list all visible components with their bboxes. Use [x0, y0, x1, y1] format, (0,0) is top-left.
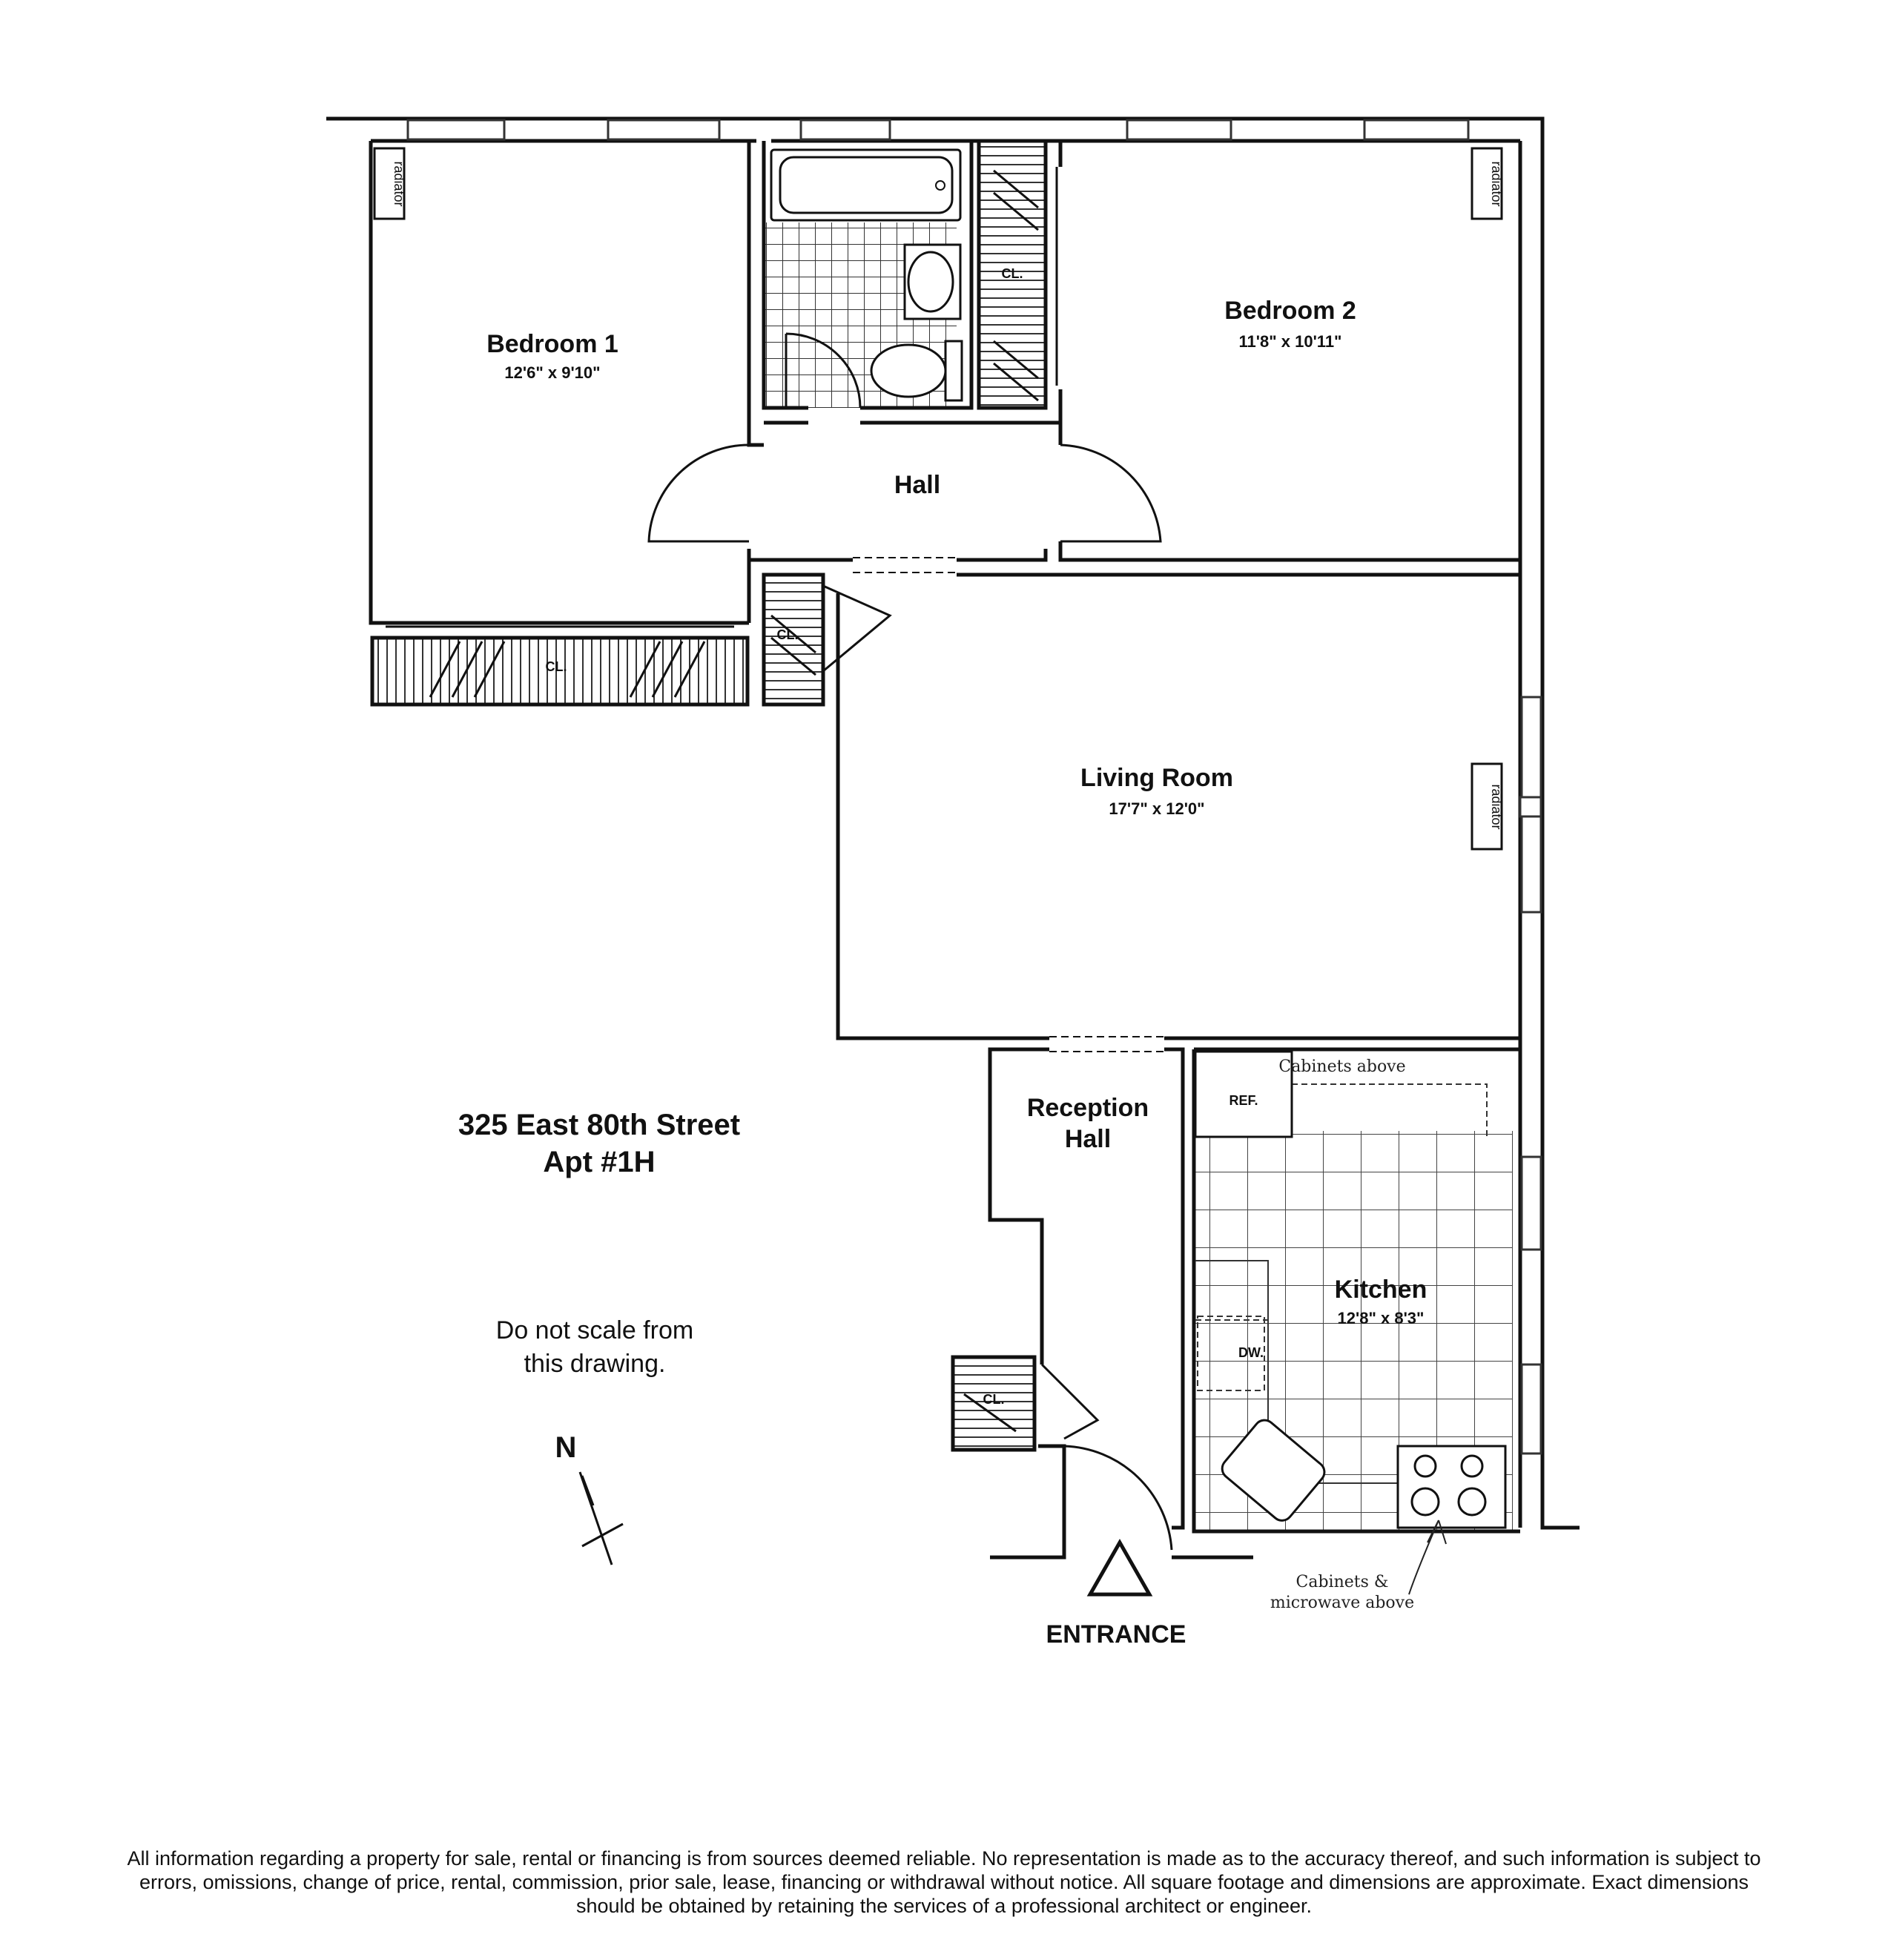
scale-note-line-1: Do not scale from	[495, 1316, 694, 1344]
address-line-1: 325 East 80th Street	[458, 1109, 741, 1141]
north-arrow-icon	[580, 1472, 623, 1565]
dishwasher-label: DW.	[1238, 1345, 1264, 1360]
room-name-living-room: Living Room	[1080, 764, 1233, 792]
room-name-hall: Hall	[894, 471, 941, 499]
scale-note-line-2: this drawing.	[524, 1350, 666, 1378]
address-line-2: Apt #1H	[543, 1146, 656, 1178]
room-name-reception-line-1: Reception	[1026, 1094, 1149, 1122]
north-windows	[408, 120, 1468, 139]
bedroom-1	[371, 141, 764, 623]
room-name-bedroom-2: Bedroom 2	[1224, 297, 1356, 325]
radiator-label: radiator	[1489, 784, 1504, 830]
room-size-bedroom-2: 11'8" x 10'11"	[1238, 332, 1342, 351]
closet-label: CL.	[1001, 266, 1023, 281]
cabinets-microwave-label-line-2: microwave above	[1270, 1594, 1415, 1612]
closet-label: CL.	[776, 627, 799, 642]
bathroom	[764, 141, 971, 408]
refrigerator-label: REF.	[1229, 1093, 1258, 1108]
room-size-bedroom-1: 12'6" x 9'10"	[504, 363, 601, 382]
radiator-label: radiator	[392, 161, 406, 207]
cabinets-above-label: Cabinets above	[1278, 1057, 1406, 1076]
east-windows	[1520, 697, 1541, 1453]
disclaimer: All information regarding a property for sale, rental or financing is from sources deemed reliable. No representation is made as to the accuracy thereof, and such information is subject to errors, omissions, change of price, rental, commission, prior sale, lease, financing or withdrawal without notice. All square footage and dimensions are approximate. Exact dimensions should be obtained by retaining the services of a professional architect or engineer.	[127, 1847, 1761, 1917]
room-name-bedroom-1: Bedroom 1	[486, 330, 618, 358]
entrance-arrow-icon	[1090, 1542, 1149, 1594]
radiator-label: radiator	[1489, 161, 1504, 207]
closet-label: CL.	[983, 1392, 1005, 1407]
north-label: N	[555, 1431, 577, 1464]
room-name-kitchen: Kitchen	[1334, 1276, 1427, 1304]
room-name-reception-line-2: Hall	[1064, 1125, 1112, 1153]
room-size-kitchen: 12'8" x 8'3"	[1337, 1309, 1425, 1327]
room-size-living-room: 17'7" x 12'0"	[1109, 799, 1205, 818]
closet-label: CL.	[545, 659, 567, 674]
entrance-label: ENTRANCE	[1046, 1620, 1186, 1649]
cabinets-microwave-label-line-1: Cabinets &	[1295, 1573, 1389, 1591]
